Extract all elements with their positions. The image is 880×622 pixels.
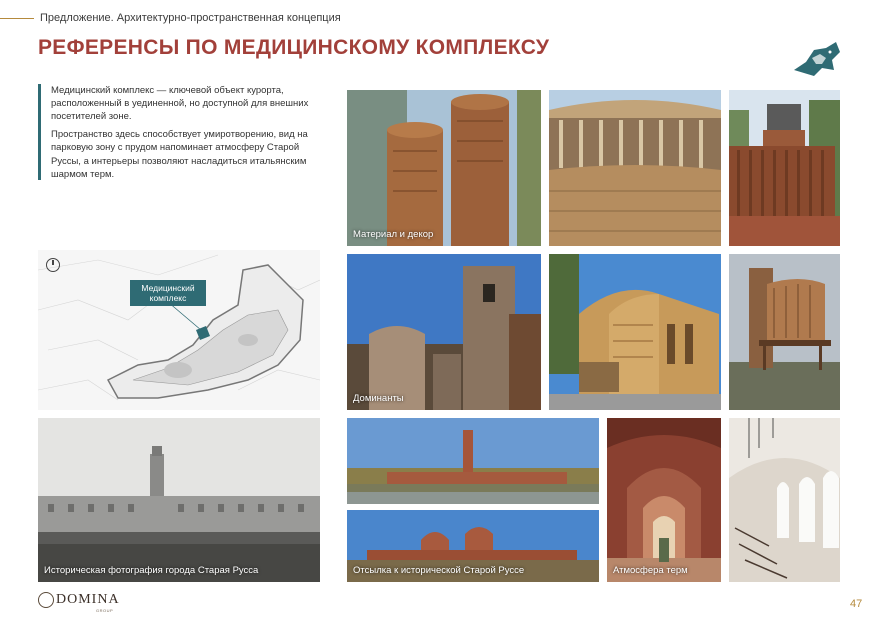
photo-thermae[interactable] [607, 418, 721, 582]
logo-subtext: GROUP [96, 608, 114, 613]
photo-landscape-tower[interactable] [347, 418, 599, 504]
photo-dominants[interactable] [347, 254, 541, 410]
breadcrumb: Предложение. Архитектурно-пространственная концепция [40, 12, 341, 24]
photo-curved-brick[interactable] [549, 254, 721, 410]
page-title: РЕФЕРЕНСЫ ПО МЕДИЦИНСКОМУ КОМПЛЕКСУ [38, 36, 550, 59]
header-rule [0, 18, 34, 19]
photo-reference-old-russa[interactable] [347, 510, 599, 582]
round-building-image [549, 90, 721, 246]
historic-photo[interactable] [38, 418, 320, 582]
reference-caption: Отсылка к исторической Старой Руссе [353, 565, 525, 576]
masterplan-label: Медицинский комплекс [130, 280, 206, 306]
domina-logo [38, 592, 120, 613]
tower-rust-image [729, 90, 840, 246]
photo-wooden-tower[interactable] [729, 254, 840, 410]
masterplan-drawing [38, 250, 320, 410]
logo-text: DOMINA [56, 592, 120, 607]
page-number: 47 [850, 598, 863, 610]
photo-spa-interior[interactable] [729, 418, 840, 582]
north-arrow-icon [46, 258, 60, 272]
photo-round-building[interactable] [549, 90, 721, 246]
thermae-caption: Атмосфера терм [613, 565, 688, 576]
dominants-caption: Доминанты [353, 393, 404, 404]
material-photo-image [347, 90, 541, 246]
photo-material-decor[interactable] [347, 90, 541, 246]
landscape-tower-image [347, 418, 599, 504]
material-caption: Материал и декор [353, 229, 434, 240]
intro-paragraph-1: Медицинский комплекс — ключевой объект курорта, расположенный в уединенной, но доступной для внешних посетителей зоне. [51, 85, 309, 123]
logo-mark-icon [38, 592, 54, 608]
photo-tower-rust[interactable] [729, 90, 840, 246]
thermae-image [607, 418, 721, 582]
masterplan-map [38, 250, 320, 410]
historic-photo-image [38, 418, 320, 582]
wooden-tower-image [729, 254, 840, 410]
intro-text [38, 84, 310, 180]
dominants-image [347, 254, 541, 410]
spa-interior-image [729, 418, 840, 582]
curved-brick-image [549, 254, 721, 410]
location-map-icon [792, 40, 842, 80]
intro-paragraph-2: Пространство здесь способствует умиротворению, вид на парковую зону с прудом напоминает атмосферу Старой Руссы, а интерьеры позволяют насладиться итальянским шармом терм. [51, 129, 308, 180]
historic-photo-caption: Историческая фотография города Старая Русса [44, 565, 259, 576]
